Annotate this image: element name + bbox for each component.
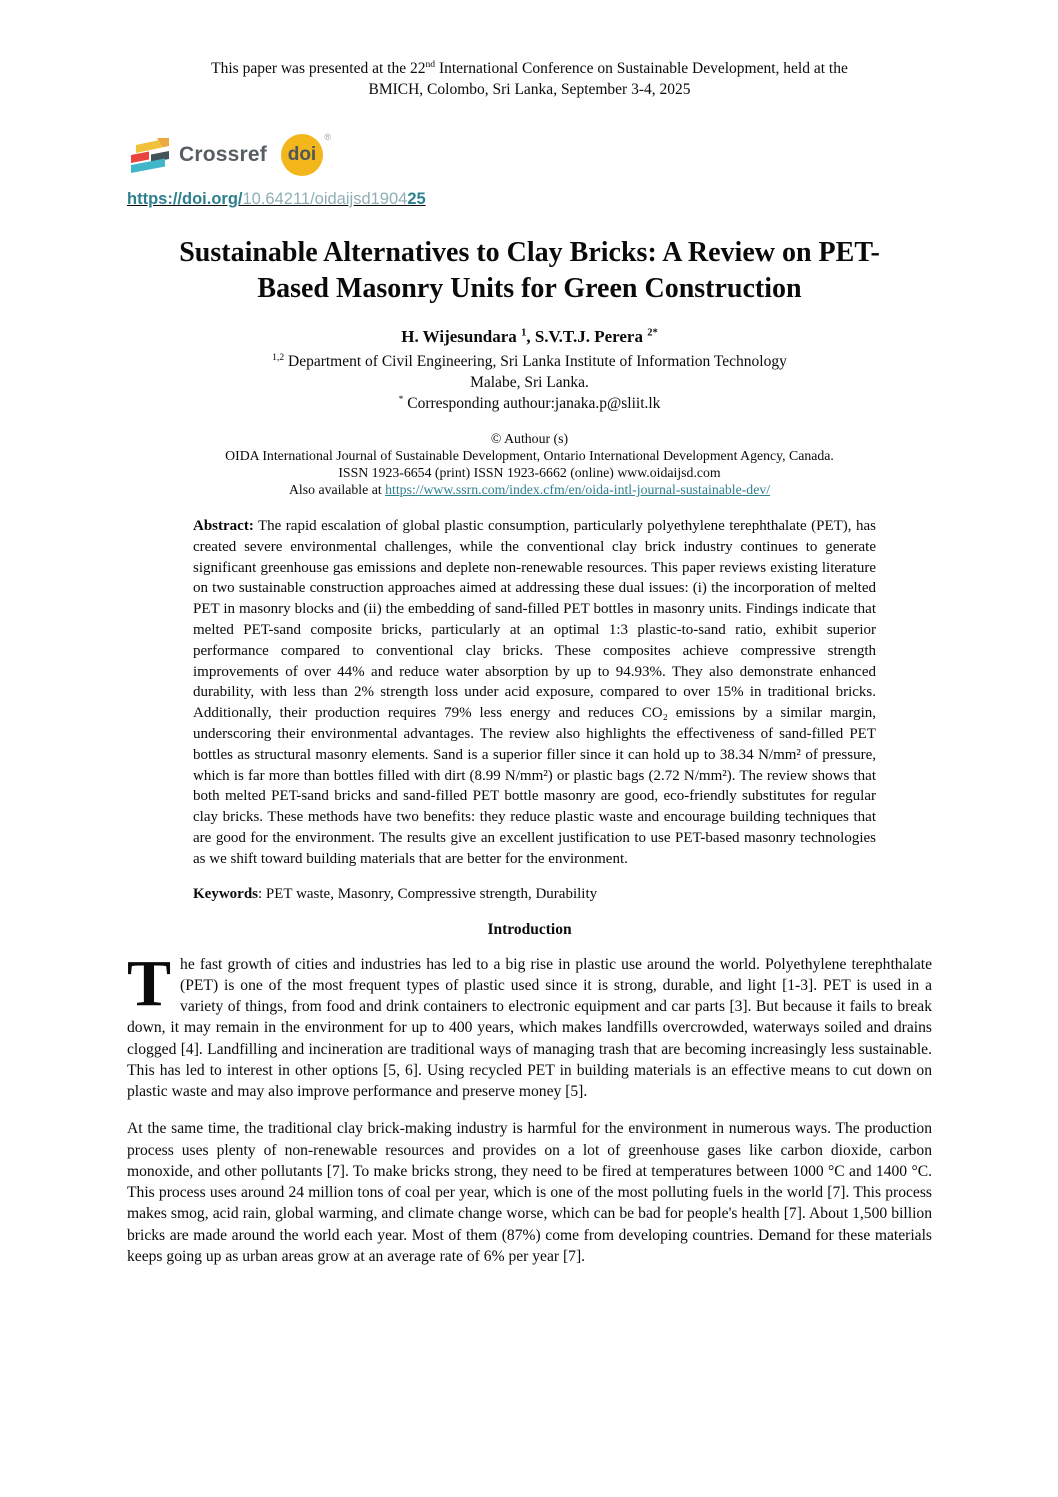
authors-separator: , S.V.T.J. Perera (526, 327, 648, 346)
journal-line: OIDA International Journal of Sustainable Development, Ontario International Development Agency, Canada. (225, 448, 834, 463)
paper-title (127, 235, 932, 307)
abstract-label: Abstract: (193, 518, 254, 534)
corresponding-author-line: Corresponding authour:janaka.p@sliit.lk (403, 395, 661, 412)
conference-note-line2: BMICH, Colombo, Sri Lanka, September 3-4, 2025 (368, 81, 691, 98)
authors-line (127, 327, 932, 347)
conference-note-part2: International Conference on Sustainable Development, held at the (435, 60, 848, 77)
registered-mark: ® (324, 132, 331, 142)
copyright-line: © Authour (s) (490, 431, 569, 446)
availability-prefix: Also available at (288, 482, 386, 497)
author-2-superscript: 2* (647, 327, 658, 339)
doi-link[interactable] (127, 190, 426, 208)
logo-row (127, 132, 932, 178)
conference-note-superscript: nd (425, 58, 436, 70)
doi-badge-icon (281, 132, 331, 176)
affiliation-block (127, 351, 932, 414)
corresponding-superscript: * (398, 393, 404, 405)
doi-link-row (127, 190, 932, 209)
conference-note-part1: This paper was presented at the 22 (211, 60, 426, 77)
crossref-logo (127, 134, 267, 176)
paper-title-line1: Sustainable Alternatives to Clay Bricks: A Review on PET- (179, 237, 880, 268)
intro-paragraph-1 (127, 946, 932, 1103)
paper-title-line2: Based Masonry Units for Green Construction (257, 273, 802, 304)
keywords-label: Keywords (193, 885, 258, 902)
affiliation-location: Malabe, Sri Lanka. (470, 374, 589, 391)
keywords-line (193, 886, 876, 903)
intro-paragraph-1-text: he fast growth of cities and industries has led to a big rise in plastic use around the world. Polyethylene terephthalate (PET) is one of the most frequent types of plastic used since it is strong, durable, and light [1-3]. PET is used in a variety of things, from food and drink containers to electronic equipment and car parts [3]. But because it fails to break down, it may remain in the environment for up to 400 years, which makes landfills overcrowded, waterways soiled and drains clogged [4]. Landfilling and incineration are traditional ways of managing trash that are becoming increasingly less sustainable. This has led to interest in other options [5, 6]. Using recycled PET in building materials is an effective means to cut down on plastic waste and may also improve performance and preserve money [5]. (127, 955, 932, 1101)
author-1-superscript: 1 (521, 327, 527, 339)
keywords-text: : PET waste, Masonry, Compressive strength, Durability (258, 885, 598, 902)
issn-line: ISSN 1923-6654 (print) ISSN 1923-6662 (online) www.oidaijsd.com (338, 465, 721, 480)
affiliation-superscript: 1,2 (272, 351, 285, 363)
drop-cap: T (127, 946, 172, 1020)
abstract-text: The rapid escalation of global plastic consumption, particularly polyethylene terephthalate (PET), has created severe environmental challenges, while the conventional clay brick industry continues to generate significant greenhouse gas emissions and deplete non-renewable resources. This paper reviews existing literature on two sustainable construction approaches aimed at addressing these dual issues: (i) the incorporation of melted PET in masonry blocks and (ii) the embedding of sand-filled PET bottles in masonry units. Findings indicate that melted PET-sand composite bricks, particularly at an optimal 1:3 plastic-to-sand ratio, exhibit superior performance compared to conventional clay bricks. These composites achieve compressive strength improvements of over 44% and reduce water absorption by up to 94.93%. They also demonstrate enhanced durability, with less than 2% strength loss under acid exposure, compared to over 15% in traditional bricks. Additionally, their production requires 79% less energy and reduces CO₂ emissions by a similar margin, underscoring their environmental advantages. The review also highlights the effectiveness of sand-filled PET bottles as structural masonry elements. Sand is a superior filler since it can hold up to 38.34 N/mm² of pressure, which is far more than bottles filled with dirt (8.99 N/mm²) or plastic bags (2.72 N/mm²). The review shows that both melted PET-sand bricks and sand-filled PET bottle masonry are good, eco-friendly substitutes for regular clay bricks. These methods have two benefits: they reduce plastic waste and encourage building techniques that are good for the environment. The results give an excellent justification to use PET-based masonry technologies as we shift toward building materials that are better for the environment. (193, 518, 876, 867)
crossref-mark-icon (127, 134, 171, 176)
doi-link-prefix: https://doi.org/ (127, 190, 243, 208)
publisher-block (127, 430, 932, 498)
crossref-wordmark: Crossref (179, 143, 267, 166)
doi-circle-label: doi (281, 134, 323, 176)
doi-link-middle: 10.64211/oidaijsd1904 (242, 190, 408, 208)
affiliation-department: Department of Civil Engineering, Sri Lanka Institute of Information Technology (284, 353, 787, 370)
doi-link-suffix: 25 (407, 190, 426, 208)
abstract-paragraph (193, 516, 876, 870)
intro-paragraph-2: At the same time, the traditional clay brick-making industry is harmful for the environment in numerous ways. The production process uses plenty of non-renewable resources and provides on a lot of greenhouse gases like carbon dioxide, carbon monoxide, and other pollutants [7]. To make bricks strong, they need to be fired at temperatures between 1000 °C and 1400 °C. This process uses around 24 million tons of coal per year, which is one of the most polluting fuels in the world [7]. This process makes smog, acid rain, global warming, and climate change worse, which can be bad for people's health [7]. About 1,500 billion bricks are made around the world each year. Most of them (87%) come from developing countries. Demand for these materials keeps going up as urban areas grow at an average rate of 6% per year [7]. (127, 1120, 932, 1265)
author-1: H. Wijesundara (401, 327, 522, 346)
introduction-heading: Introduction (487, 920, 572, 938)
ssrn-link[interactable]: https://www.ssrn.com/index.cfm/en/oida-intl-journal-sustainable-dev/ (385, 482, 771, 497)
conference-note (127, 58, 932, 100)
